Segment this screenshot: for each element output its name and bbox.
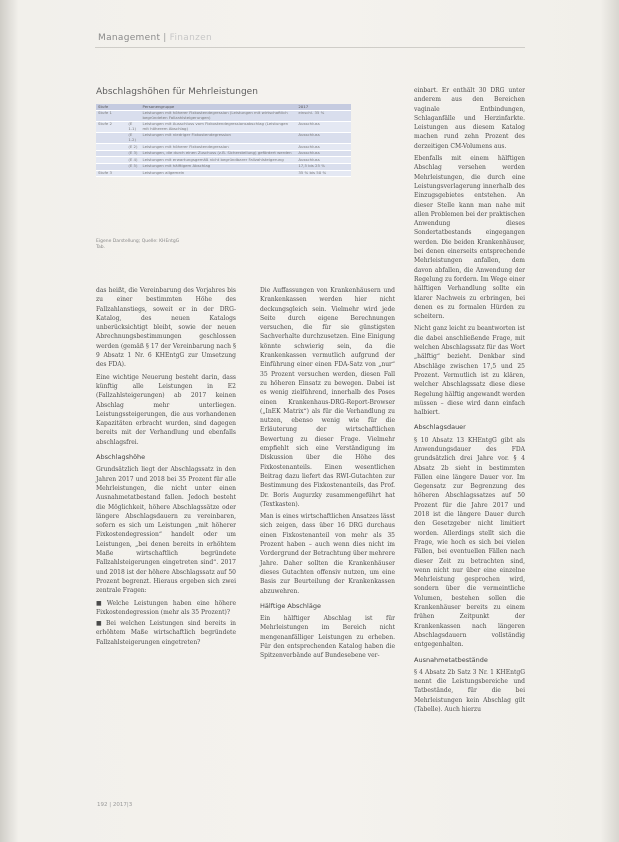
running-header <box>98 33 212 43</box>
table-header-cell: Personengruppe <box>141 104 297 110</box>
table-cell: (E 4) <box>126 157 140 164</box>
table-cell: Stufe 3 <box>96 170 126 177</box>
table-cell <box>96 157 126 164</box>
table-row <box>96 144 351 151</box>
table-cell <box>126 110 140 121</box>
paragraph: Grundsätzlich liegt der Abschlagssatz in den Jahren 2017 und 2018 bei 35 Prozent für alle Mehrleistungen, die nicht unter einen Ausnahmetatbestand fallen. Jedoch besteht die Möglichkeit, höhere Abschlagssätze oder längere Abschlagsdauern zu vereinbaren, sofern es sich um Leistungen „mit höherer Fixkostendegression“ handelt oder um Leistungen, „bei denen bereits in erhöhtem Maße wirtschaftlich begründete Fallzahlsteigerungen eingetreten sind“. 2017 und 2018 ist der höhere Abschlagssatz auf 50 Prozent begrenzt. Hieraus ergeben sich zwei zentrale Fragen: <box>96 466 236 595</box>
table-cell <box>96 132 126 143</box>
table-row <box>96 163 351 170</box>
table-cell: (E 1.2) <box>126 132 140 143</box>
table-cell: Leistungen mit Ausschluss vom Fixkostendegressionsabschlag (Leistungen mit höherem Abschlag) <box>141 121 297 132</box>
table-cell: 35 % bis 50 % <box>296 170 351 177</box>
header-subsection: Finanzen <box>169 33 212 43</box>
table-cell: Ausschluss <box>296 144 351 151</box>
header-separator: | <box>163 33 167 43</box>
paragraph: § 4 Absatz 2b Satz 3 Nr. 1 KHEntgG nennt die Leistungsbereiche und Tatbestände, für die bei Mehrleistungen kein Abschlag gilt (Tabelle). Auch hierzu <box>414 668 525 713</box>
table-cell: Ausschluss <box>296 132 351 143</box>
table-cell <box>126 170 140 177</box>
table-cell: Leistungen mit höherer Fixkostendegression (Leistungen mit wirtschaftlich begründeten Fallzahlsteigerungen) <box>141 110 297 121</box>
section-heading: Abschlagshöhe <box>96 453 146 462</box>
question-item <box>96 619 236 647</box>
paragraph: Eine wichtige Neuerung besteht darin, dass künftig alle Leistungen in E2 (Fallzahlsteigerungen) ab 2017 keinen Abschlag mehr unterliegen. Leistungssteigerungen, die aus vorhandenen Kapazitäten erbracht wurden, sind dagegen bereits mit der Verhandlung und ebenfalls abschlagsfrei. <box>96 373 236 446</box>
header-section: Management <box>98 33 161 43</box>
question-item <box>96 599 236 618</box>
table-cell: Leistungen, die durch einen Zuschuss (z.B. Sicherstellung) gefördert werden <box>141 150 297 157</box>
table-row <box>96 157 351 164</box>
table-cell: Stufe 1 <box>96 110 126 121</box>
paragraph: Ein hälftiger Abschlag ist für Mehrleistungen im Bereich nicht mengenanfälliger Leistungen zu erheben. Für den entsprechenden Katalog haben die Spitzenverbände auf Bundesebene ver- <box>260 615 395 660</box>
question-text: Bei welchen Leistungen sind bereits in erhöhtem Maße wirtschaftlich begründete Fallzahlsteigerungen eingetreten? <box>96 620 237 646</box>
table-cell: Ausschluss <box>296 157 351 164</box>
table-cell: (E 1.1) <box>126 121 140 132</box>
table-row <box>96 110 351 121</box>
text-column-middle <box>260 286 395 664</box>
table-cell: Stufe 2 <box>96 121 126 132</box>
table-cell: Leistungen mit hälftigem Abschlag <box>141 163 297 170</box>
page-footer: 192 | 2017|3 <box>97 802 133 808</box>
table-cell: Leistungen allgemein <box>141 170 297 177</box>
paragraph: Nicht ganz leicht zu beantworten ist die dabei anschließende Frage, mit welchen Abschlagssatz für das Wort „hälftig“ bezieht. Denkbar sind Abschläge zwischen 17,5 und 25 Prozent. Vermutlich ist zu klären, welcher Abschlagssatz diese diese Regelung hälftig angewandt werden müssen – diese wird dann einfach halbiert. <box>414 325 525 417</box>
paragraph: § 10 Absatz 13 KHEntgG gibt als Anwendungsdauer des FDA grundsätzlich drei Jahre vor. § 4 Absatz 2b sieht in bestimmten Fällen eine längere Dauer vor. Im Gegensatz zur Begrenzung des höheren Abschlagssatzes auf 50 Prozent für die Jahre 2017 und 2018 ist die längere Dauer durch den Gesetzgeber nicht limitiert worden. Allerdings stellt sich die Frage, wie hoch es sich bei vielen Fällen, bei eventuellen Fällen nach dieser Zeit zu betrachten sind, wenn nicht nur über eine einzelne Mehrleistung gesprochen wird, sondern über die vermeintliche Volumen, bestehen sollen die Krankenhäuser bereits zu einem frühen Zeitpunkt der Krankenkassen nach längeren Abschlagsdauern vollständig entgegenhalten. <box>414 436 525 649</box>
paragraph: Man is eines wirtschaftlichen Ansatzes lässt sich zeigen, dass über 16 DRG durchaus einen Fixkostenanteil von mehr als 35 Prozent haben – auch wenn dies nicht im Vordergrund der Betrachtung über mehrere Jahre. Daher sollten die Krankenhäuser dieses Gutachten offensiv nutzen, um eine Basis zur Beurteilung der Krankenkassen abzuwehren. <box>260 513 395 595</box>
paragraph: Ebenfalls mit einem hälftigen Abschlag versehen werden Mehrleistungen, die durch eine Leistungsverlagerung innerhalb des Einzugsgebietes entstehen. An dieser Stelle kann man nahe mit allen Problemen bei der praktischen Anwendung dieses Sondertatbestands eingegangen werden. Die beiden Krankenhäuser, bei denen einerseits entsprechende Mehrleistungen anfallen, dem davon abfallen, die Anwendung der Regelung zu fordern. Im Wege einer hälftigen Verhandlung sollte ein klarer Nachweis zu erbringen, bei denen es zu formalen Hürden zu scheitern. <box>414 155 525 321</box>
section-heading: Hälftige Abschläge <box>260 601 321 610</box>
table-cell: Leistungen mit erwartungsgemäß nicht begründbarer Fallzahlsteigerung <box>141 157 297 164</box>
text-column-left <box>96 286 236 649</box>
table-cell: Leistungen mit höherer Fixkostendegression <box>141 144 297 151</box>
table-label: Tab. <box>96 245 106 250</box>
table-header-cell: 2017 <box>296 104 351 110</box>
section-heading: Abschlagsdauer <box>414 423 466 432</box>
text-column-right <box>414 86 525 717</box>
table-cell <box>96 150 126 157</box>
section-heading: Ausnahmetatbestände <box>414 655 488 664</box>
paragraph: das heißt, die Vereinbarung des Vorjahres bis zu einer bestimmten Höhe des Fallzahlanstiegs, soweit er in der DRG-Katalog, des neuen Katalogs unberücksichtigt bleibt, sowie der neuen Abrechnungsbestimmungen geschlossen werden (gemäß § 17 der Vereinbarung nach § 9 Absatz 1 Nr. 6 KHEntgG zur Umsetzung des FDA). <box>96 287 236 369</box>
table-cell: Ausschluss <box>296 121 351 132</box>
table-cell: (E 2) <box>126 144 140 151</box>
table-row <box>96 132 351 143</box>
header-rule <box>95 47 525 48</box>
table-cell: 17,5 bis 25 % <box>296 163 351 170</box>
table-row <box>96 121 351 132</box>
table-cell: einschl. 35 % <box>296 110 351 121</box>
table-title: Abschlagshöhen für Mehrleistungen <box>96 87 258 97</box>
question-text: Welche Leistungen haben eine höhere Fixkostendegression (mehr als 35 Prozent)? <box>96 599 237 616</box>
table-cell <box>96 144 126 151</box>
table-row <box>96 150 351 157</box>
bullet-square-icon: ■ <box>96 620 105 628</box>
table-row <box>96 170 351 177</box>
table-cell: (E 3) <box>126 150 140 157</box>
table-source: Eigene Darstellung; Quelle: KHEntgG <box>96 239 180 244</box>
table-cell: Leistungen mit niedriger Fixkostendegression <box>141 132 297 143</box>
paragraph: Die Auffassungen von Krankenhäusern und Krankenkassen werden hier nicht deckungsgleich sein. Vielmehr wird jede Seite durch eigene Berechnungen versuchen, die für sie günstigsten Sachverhalte durchzusetzen. Eine Einigung könnte schwierig sein, da die Krankenkassen vermutlich aufgrund der Einführung einer einen FDA-Satz von „nur“ 35 Prozent versuchen werden, diesen Fall zu höheren Einsatz zu bewegen. Dabei ist es wenig zielführend, innerhalb des Poses einen Krankenhaus-DRG-Report-Browser („InEK Matrix“) als für die Verhandlung zu nutzen, ebenso wenig wie für die Erläuterung der wirtschaftlichen Bewertung zu dieser Frage. Vielmehr empfiehlt sich eine Verständigung im Diskussion über die Höhe des Fixkostenanteils. Einen wesentlichen Beitrag dazu liefert das RWI-Gutachten zur Bestimmung des Fixkostenanteils, das Prof. Dr. Boris Augurzky zusammengeführt hat (Textkasten). <box>260 287 395 508</box>
levels-table <box>96 104 351 177</box>
paragraph: einbart. Er enthält 30 DRG unter anderem aus den Bereichen vaginale Entbindungen, Schlaganfälle und Herzinfarkte. Leistungen aus diesem Katalog machen rund zehn Prozent des derzeitigen CM-Volumens aus. <box>414 87 525 150</box>
table-header-cell: Stufe <box>96 104 126 110</box>
table-cell <box>96 163 126 170</box>
bullet-square-icon: ■ <box>96 599 105 607</box>
table-cell: Ausschluss <box>296 150 351 157</box>
table-cell: (E 5) <box>126 163 140 170</box>
